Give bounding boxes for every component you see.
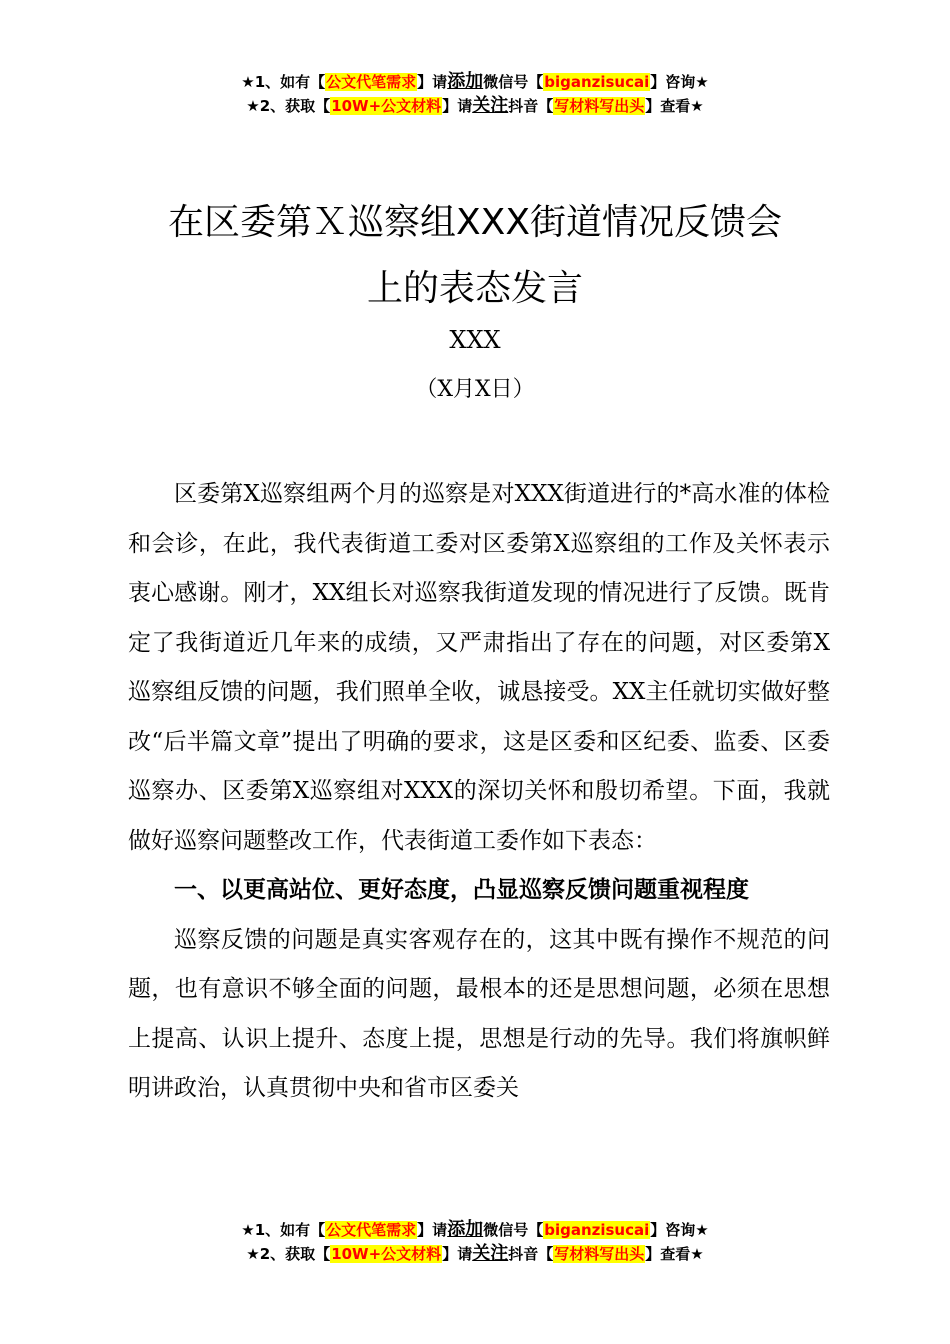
promo-highlight: biganzisucai (544, 1221, 650, 1239)
promo-text: 微信号【 (483, 1221, 544, 1239)
date: （X月X日） (415, 377, 535, 402)
promo-text: ★2、获取【 (246, 97, 331, 115)
promo-highlight: biganzisucai (544, 73, 650, 91)
promo-text: 】咨询★ (650, 73, 709, 91)
promo-text: 】查看★ (645, 1245, 704, 1263)
author: XXX (449, 326, 501, 354)
promo-emphasis: 添加 (447, 71, 484, 92)
document-title (0, 190, 950, 322)
section-heading: 一、以更高站位、更好态度，凸显巡察反馈问题重视程度 (174, 877, 749, 903)
promo-highlight: 公文代笔需求 (326, 1221, 417, 1239)
promo-text: 】咨询★ (650, 1221, 709, 1239)
promo-line-1 (0, 70, 950, 94)
paragraph: 巡察反馈的问题是真实客观存在的，这其中既有操作不规范的问题，也有意识不够全面的问题，最根本的还是思想问题，必须在思想上提高、认识上提升、态度上提，思想是行动的先导。我们将旗帜鲜明讲政治，认真贯彻中央和省市区委关 (128, 926, 830, 1101)
paragraph: 区委第X巡察组两个月的巡察是对XXX街道进行的*高水准的体检和会诊，在此，我代表街道工委对区委第X巡察组的工作及关怀表示衷心感谢。刚才，XX组长对巡察我街道发现的情况进行了反馈。既肯定了我街道近几年来的成绩，又严肃指出了存在的问题，对区委第X巡察组反馈的问题，我们照单全收，诚恳接受。XX主任就切实做好整改“后半篇文章”提出了明确的要求，这是区委和区纪委、监委、区委巡察办、区委第X巡察组对XXX的深切关怀和殷切希望。下面，我就做好巡察问题整改工作，代表街道工委作如下表态： (128, 481, 830, 854)
promo-text: ★2、获取【 (246, 1245, 331, 1263)
title-line-1: 在区委第Ｘ巡察组XXX街道情况反馈会 (168, 202, 782, 243)
promo-text: 】请 (442, 1245, 473, 1263)
promo-text: 微信号【 (483, 73, 544, 91)
promo-banner-bottom (0, 1218, 950, 1266)
document-body (128, 470, 830, 1114)
promo-text: 抖音【 (508, 1245, 554, 1263)
promo-text: 】查看★ (645, 97, 704, 115)
promo-emphasis: 添加 (447, 1219, 484, 1240)
promo-text: 抖音【 (508, 97, 554, 115)
promo-text: 】请 (417, 73, 448, 91)
promo-highlight: 写材料写出头 (554, 1245, 645, 1263)
promo-highlight: 公文代笔需求 (326, 73, 417, 91)
promo-banner-top (0, 70, 950, 118)
promo-text: 】请 (442, 97, 473, 115)
promo-line-2 (0, 94, 950, 118)
promo-emphasis: 关注 (472, 95, 509, 116)
promo-line-1 (0, 1218, 950, 1242)
promo-highlight: 10W+公文材料 (331, 97, 442, 115)
promo-text: ★1、如有【 (241, 1221, 326, 1239)
promo-text: 】请 (417, 1221, 448, 1239)
promo-emphasis: 关注 (472, 1243, 509, 1264)
promo-text: ★1、如有【 (241, 73, 326, 91)
promo-line-2 (0, 1242, 950, 1266)
promo-highlight: 写材料写出头 (554, 97, 645, 115)
promo-highlight: 10W+公文材料 (331, 1245, 442, 1263)
title-line-2: 上的表态发言 (366, 268, 583, 309)
